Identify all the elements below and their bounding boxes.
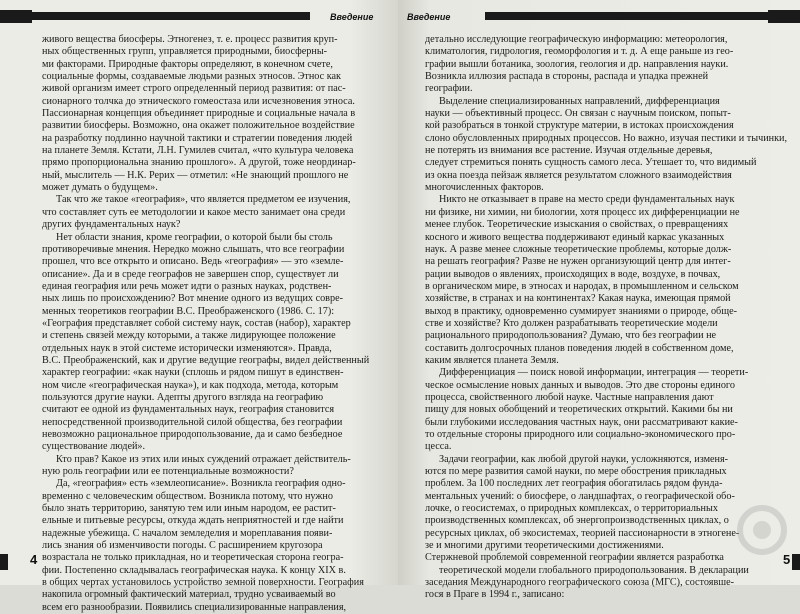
text-line: пищу для новых обобщений и теоретических открытий. Какими бы ни (425, 404, 733, 416)
left-text-column (42, 34, 380, 614)
text-line: лочке, о геосистемах, о природных комплексах, о территориальных (425, 503, 718, 515)
text-line: цесса. (425, 441, 452, 453)
text-line: накопила огромный фактический материал, трудно усваиваемый во (42, 589, 336, 601)
text-line: развитии биосферы. Возможно, она окажет положительное воздействие (42, 120, 355, 132)
text-line: на разработку подлинно научной тактики и стратегии поведения людей (42, 132, 353, 144)
text-line: и степень связей между которыми, а также лидирующее положение (42, 330, 336, 342)
text-line: были глубокими исследования частных наук, они рассматривают какие- (425, 416, 738, 428)
text-line: гося в Праге в 1994 г., записано: (425, 589, 565, 601)
text-line: временно с человеческим обществом. Возникла потому, что нужно (42, 490, 333, 502)
text-line: в общих чертах установилось устройство земной поверхности. География (42, 577, 364, 589)
text-line: ельные и питьевые ресурсы, откуда ждать неприятностей и где найти (42, 515, 344, 527)
text-line: из окна поезда пейзаж является результатом сложного взаимодействия (425, 169, 732, 181)
text-line: Нет области знания, кроме географии, о которой были бы столь (56, 231, 333, 243)
text-line: Задачи географии, как любой другой науки, усложняются, изменя- (439, 453, 729, 465)
text-line: менее глубок. Теоретические изыскания о свойствах, о превращениях (425, 219, 729, 231)
text-line: Дифференциация — поиск новой информации, интеграция — теорети- (439, 367, 749, 379)
text-line: каким является планета Земля. (425, 354, 559, 366)
text-line: описание». Да и в среде географов не завершен спор, существует ли (42, 268, 339, 280)
text-line: зе и многими другими теоретическими достижениями. (425, 540, 664, 552)
watermark-logo (700, 468, 792, 560)
text-line: ческое осмысление новых данных и выводов. Это две стороны единого (425, 379, 735, 391)
text-line: наук. А разве менее сложные теоретические проблемы, которые долж- (425, 243, 732, 255)
text-line: менных теоретиков географии В.С. Преображенского (1986. С. 17): (42, 305, 335, 317)
footer-bar-left (0, 554, 8, 570)
text-line: характер географии: «как науки (сплошь и рядом пишут в единствен- (42, 367, 344, 379)
left-page (0, 0, 398, 613)
text-line: ми факторами. Природные факторы определяют, в конечном счете, (42, 58, 333, 70)
text-line: живого вещества биосферы. Этногенез, т. е. процесс развития круп- (42, 34, 338, 45)
header-tab-right (768, 10, 800, 23)
text-line: производственных комплексах, об энергопроизводственных циклах, о (425, 515, 729, 527)
text-line: социальные формы, создаваемые людьми разных этносов. Этнос как (42, 71, 341, 83)
text-line: ном числе «географическая наука»), и как подхода, метода, которым (42, 379, 339, 391)
text-line: было знать территорию, занятую тем или иным народом, ее растит- (42, 503, 336, 515)
text-line: единая география или речь может идти о разных науках, родствен- (42, 280, 332, 292)
text-line: «География представляет собой систему наук, состав (набор), характер (42, 317, 351, 329)
text-line: ресурсных циклах, об экосистемах, теорией пассионарности в этногене- (425, 527, 740, 539)
text-line: графии вышли ботаника, зоология, геология и др. направления науки. (425, 58, 729, 70)
text-line: ментальных учений: о биосфере, о ландшафтах, о географической обо- (425, 490, 735, 502)
text-line: невозможно рациональное природопользование, да и само безбедное (42, 429, 343, 440)
text-line: В.С. Преображенский, как и другие ведущие географы, видел действенный (42, 354, 370, 366)
text-line: Никто не отказывает в праве на место среди фундаментальных наук (439, 194, 735, 206)
text-line: ных общественных групп, управляется природными, биосферны- (42, 46, 328, 58)
text-line: ни физике, ни химии, ни биологии, хотя процесс их дифференциации не (425, 206, 740, 218)
text-line: существование людей». (42, 441, 146, 453)
text-line: Так что же такое «география», что является предметом ее изучения, (56, 194, 351, 206)
footer-bar-right (792, 554, 800, 570)
page-number-left: 4 (30, 552, 38, 567)
text-line: ются по мере развития самой науки, по мере обострения прикладных (425, 466, 727, 478)
text-line: теоретической модели глобального природопользования. В декларации (439, 564, 749, 576)
text-line: косного и живого вещества поддерживают единый каркас указанных (425, 231, 725, 243)
running-header-right: Введение (407, 12, 451, 22)
text-line: лись знания об изменчивости погоды. С расширением кругозора (42, 540, 323, 552)
running-header-left: Введение (330, 12, 374, 22)
text-line: географии. (425, 83, 473, 95)
text-line: рационального природопользования? Думаю, что без географии не (425, 330, 717, 342)
text-line: проблем. За 100 последних лет география обогатилась рядом фунда- (425, 478, 723, 490)
text-line: заседания Международного географического союза (МГС), состоявше- (425, 577, 735, 589)
text-line: ный, мыслитель — Н.К. Рерих — отметил: «Не знающий прошлого не (42, 169, 349, 181)
text-line: сионарного толчка до этнического гомеостаза или исчезновения этноса. (42, 95, 355, 107)
text-line: всем его разнообразии. Появились специализированные направления, (42, 601, 347, 613)
text-line: живой организм имеет строго определенный период развития: от пас- (42, 83, 346, 95)
text-line: кой разобраться в тонкой структуре материи, в истоках происхождения (425, 120, 734, 132)
watermark-icon (700, 468, 792, 560)
text-line: рации выводов о явлениях, происходящих в воде, воздухе, в почвах, (425, 268, 721, 280)
text-line: детально исследующие географическую информацию: метеорология, (425, 34, 728, 45)
text-line: других фундаментальных наук? (42, 219, 181, 231)
text-line: пользуются другие науки. Адепты другого взгляда на географию (42, 391, 324, 403)
text-line: многочисленных факторов. (425, 182, 544, 194)
text-line: Пассионарная концепция объединяет природные и социальные начала в (42, 108, 356, 120)
text-line: составить долгосрочных планов поведения людей в собственном доме, (425, 342, 734, 354)
text-line: процесса, свойственного любой науке. Частные направления дают (425, 391, 714, 403)
text-line: противоречивые мнения. Нередко можно слышать, что все географии (42, 243, 345, 255)
text-line: прямо пропорциональна знанию прошлого». А другой, тоже неординар- (42, 157, 356, 169)
text-line: науки — объективный процесс. Он связан с научным поиском, попыт- (425, 108, 731, 120)
text-line: следует стремиться понять сущность самого леса. Утешает то, что видимый (425, 157, 757, 169)
text-line: Возникла иллюзия распада в стороны, распада и упадка прежней (425, 71, 709, 83)
text-line: Да, «география» есть «землеописание». Возникла география одно- (56, 478, 346, 490)
text-line: слоно обусловленных природных процессов. Но важно, изучая пестики и тычинки, (425, 132, 788, 144)
text-line: не потерять из внимания все растение. Изучая отдельные деревья, (425, 145, 713, 157)
text-line: ных лишь по происхождению? Вот мнение одного из ведущих совре- (42, 293, 344, 305)
text-line: возрастала не только прикладная, но и теоретическая сторона геогра- (42, 552, 344, 564)
text-line: что составляет суть ее методологии и какое место занимает она среди (42, 206, 346, 218)
text-line: Выделение специализированных направлений, дифференциация (439, 95, 720, 107)
text-line: стве и хозяйстве? Кто должен разрабатывать теоретические модели (425, 317, 718, 329)
text-line: хозяйстве, в странах и на континентах? Какая наука, имеющая прямой (425, 293, 731, 305)
text-line: выход в практику, одновременно суммирует знаниями о природе, обще- (425, 305, 738, 317)
text-line: в органическом мире, в этносах и народах, в промышленном и сельском (425, 280, 739, 292)
text-line: может думать о будущем». (42, 182, 158, 194)
header-bar-right (485, 12, 800, 20)
text-line: на планете Земля. Кстати, Л.Н. Гумилев считал, «что культура человека (42, 145, 354, 157)
page-number-right: 5 (783, 552, 791, 567)
text-line: климатология, гидрология, геоморфология и т. д. А еще раньше из гео- (425, 46, 734, 58)
text-line: отдельных наук в этой системе исторически изменяются». Правда, (42, 342, 332, 354)
text-line: то отдельные стороны природного или социально-экономического про- (425, 429, 736, 440)
text-line: Кто прав? Какое из этих или иных суждений отражает действитель- (56, 453, 351, 465)
text-line: на решать география? Разве не нужен организующий центр для интег- (425, 256, 731, 268)
text-line: непосредственной производительной силой общества, без географии (42, 416, 343, 428)
text-line: считают ее одной из фундаментальных наук, география становится (42, 404, 335, 416)
header-bar-left (0, 12, 310, 20)
text-line: фии. Постепенно складывалась географическая наука. К концу XIX в. (42, 564, 346, 576)
text-line: прошел, что все открыто и описано. Ведь «география» — это «земле- (42, 256, 344, 268)
text-line: ную роль географии или ее потенциальные возможности? (42, 466, 294, 478)
text-line: Стержневой проблемой современной географии является разработка (425, 552, 724, 564)
text-line: надежные убежища. С началом земледелия и мореплавания появи- (42, 527, 333, 539)
